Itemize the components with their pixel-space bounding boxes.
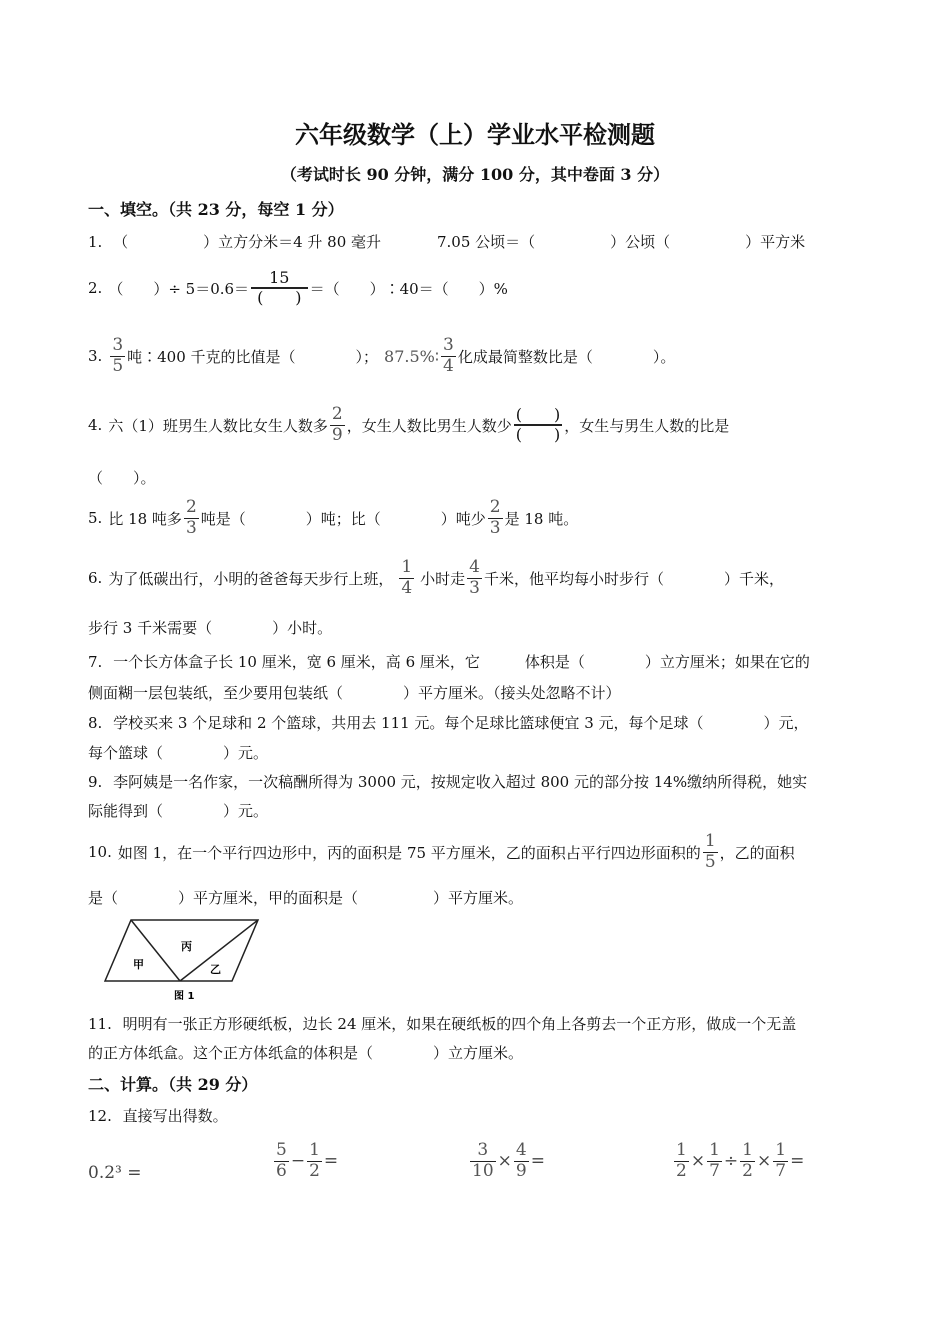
fraction	[330, 405, 345, 445]
fraction-denominator: 7	[709, 1160, 720, 1181]
operator: ×	[497, 1151, 512, 1171]
question-5	[88, 496, 578, 540]
fraction-numerator: 2	[185, 496, 197, 517]
percent-value: 87.5%∶	[384, 346, 440, 366]
fraction-numerator: 2	[489, 496, 501, 517]
question-number: 8.	[88, 714, 103, 732]
fraction	[399, 558, 414, 598]
fraction-numerator: 3	[477, 1139, 489, 1160]
question-10-text-2: ，乙的面积	[719, 843, 795, 862]
question-6	[88, 553, 784, 603]
calc-expression-1: 0.2³ =	[88, 1163, 142, 1183]
question-number: 11.	[88, 1015, 112, 1033]
fraction-numerator: 5	[276, 1139, 287, 1160]
question-1	[88, 231, 381, 252]
question-1-part-b: 7.05 公顷＝（ ）公顷（ ）平方米	[437, 233, 806, 251]
question-7-line-2: 侧面糊一层包装纸，至少要用包装纸（ ）平方厘米。（接头处忽略不计）	[88, 684, 621, 702]
fraction	[703, 832, 718, 872]
fraction-numerator: 1	[309, 1139, 320, 1160]
region-label-yi: 乙	[210, 963, 221, 976]
calc-expression-3	[468, 1136, 545, 1186]
question-2	[88, 262, 508, 314]
question-number: 2.	[88, 279, 103, 297]
fraction	[110, 336, 125, 376]
fraction-numerator: 1	[742, 1139, 753, 1160]
fraction	[488, 498, 503, 538]
question-8	[88, 712, 809, 733]
question-3	[88, 332, 675, 380]
fraction-denominator: 4	[443, 355, 454, 376]
question-8-line-2: 每个篮球（ ）元。	[88, 744, 269, 762]
operator: ×	[756, 1151, 772, 1171]
equals-sign: =	[323, 1151, 339, 1171]
question-number: 1.	[88, 233, 103, 251]
question-2-pre: （ ）÷ 5＝0.6＝	[108, 279, 250, 298]
question-10	[88, 828, 795, 876]
question-6-text-2: 小时走	[420, 569, 466, 588]
question-number: 6.	[88, 569, 103, 587]
question-2-post: ＝（ ）∶40＝（ ）%	[309, 279, 508, 298]
question-4-text-3: ，女生与男生人数的比是	[564, 416, 730, 435]
question-12-text: 直接写出得数。	[122, 1107, 228, 1125]
question-10-text-1: 如图 1，在一个平行四边形中，丙的面积是 75 平方厘米，乙的面积占平行四边形面积的	[117, 843, 701, 862]
question-number: 3.	[88, 347, 103, 365]
question-3-text-1: 吨∶400 千克的比值是（ ）；	[127, 347, 379, 366]
fraction	[274, 1141, 289, 1181]
question-1-part-a: （ ）立方分米＝4 升 80 毫升	[113, 233, 382, 251]
fraction	[441, 336, 456, 376]
figure-caption: 图 1	[174, 991, 195, 1002]
question-4-text-2: ，女生人数比男生人数少	[346, 416, 512, 435]
question-9	[88, 771, 807, 792]
fraction-numerator: 1	[676, 1139, 687, 1160]
operator: ×	[690, 1151, 706, 1171]
fraction	[773, 1141, 788, 1181]
page-title: 六年级数学（上）学业水平检测题	[295, 120, 655, 149]
divider-line-left	[131, 920, 180, 981]
question-4-text-1: 六（1）班男生人数比女生人数多	[108, 416, 328, 435]
fraction	[470, 1141, 496, 1181]
question-number: 10.	[88, 843, 112, 861]
fraction-denominator: ( )	[251, 287, 308, 307]
fraction-numerator: 1	[704, 830, 716, 851]
fraction-denominator: 3	[469, 577, 480, 598]
fraction-denominator: 2	[309, 1160, 320, 1181]
fraction	[707, 1141, 722, 1181]
fraction-numerator: 1	[775, 1139, 787, 1160]
fraction-blank	[251, 269, 308, 308]
question-5-text-2: 吨是（ ）吨；比（ ）吨少	[200, 509, 486, 528]
fraction-numerator: 2	[331, 403, 343, 424]
calc-expression-2	[272, 1136, 338, 1186]
fraction-denominator: ( )	[515, 425, 561, 444]
question-5-text-1: 比 18 吨多	[108, 509, 182, 528]
parallelogram-figure	[104, 917, 264, 1007]
question-12	[88, 1105, 228, 1126]
fraction	[674, 1141, 689, 1181]
question-6-line-2: 步行 3 千米需要（ ）小时。	[88, 619, 333, 637]
equals-sign: =	[790, 1151, 805, 1171]
question-5-text-3: 是 18 吨。	[504, 509, 579, 528]
calc-expression-4	[672, 1136, 804, 1186]
operator: ÷	[723, 1151, 739, 1171]
fraction	[184, 498, 199, 538]
question-7-line-1: 一个长方体盒子长 10 厘米，宽 6 厘米，高 6 厘米，它 体积是（ ）立方厘米；如果在它的	[113, 653, 810, 671]
fraction-numerator: 15	[269, 267, 290, 287]
fraction-denominator: 5	[112, 355, 124, 376]
question-9-line-2: 际能得到（ ）元。	[88, 802, 269, 820]
question-8-line-1: 学校买来 3 个足球和 2 个篮球，共用去 111 元。每个足球比篮球便宜 3 元，每个足球（ ）元，	[113, 714, 809, 732]
fraction-denominator: 4	[401, 577, 413, 598]
question-number: 12.	[88, 1107, 112, 1125]
fraction	[467, 558, 482, 598]
operator: −	[290, 1151, 306, 1171]
section-heading-2: 二、计算。（共 29 分）	[88, 1075, 258, 1094]
question-number: 4.	[88, 416, 103, 434]
question-10-line-2: 是（ ）平方厘米，甲的面积是（ ）平方厘米。	[88, 889, 524, 907]
fraction-numerator: 4	[515, 1139, 527, 1160]
fraction	[740, 1141, 755, 1181]
fraction-numerator: 3	[112, 334, 124, 355]
question-11	[88, 1013, 796, 1034]
question-6-text-3: 千米，他平均每小时步行（ ）千米，	[484, 569, 785, 588]
question-3-text-2: 化成最简整数比是（ ）。	[457, 347, 676, 366]
fraction-denominator: 6	[276, 1160, 287, 1181]
fraction-denominator: 2	[676, 1160, 687, 1181]
fraction-denominator: 3	[489, 517, 501, 538]
equals-sign: =	[530, 1151, 545, 1171]
question-4-line-2: （ ）。	[88, 469, 156, 487]
fraction-denominator: 9	[331, 424, 343, 445]
question-number: 5.	[88, 509, 103, 527]
fraction-denominator: 10	[472, 1160, 494, 1181]
region-label-jia: 甲	[133, 958, 144, 971]
question-11-line-1: 明明有一张正方形硬纸板，边长 24 厘米，如果在硬纸板的四个角上各剪去一个正方形，做成一个无盖	[122, 1015, 797, 1033]
question-4	[88, 398, 729, 452]
region-label-bing: 丙	[181, 940, 192, 953]
page-subtitle: （考试时长 90 分钟，满分 100 分，其中卷面 3 分）	[280, 165, 670, 184]
fraction-numerator: ( )	[515, 404, 561, 424]
fraction-numerator: 3	[443, 334, 454, 355]
fraction-denominator: 9	[515, 1160, 527, 1181]
fraction-denominator: 7	[775, 1160, 787, 1181]
fraction	[307, 1141, 322, 1181]
fraction-blank	[514, 406, 563, 445]
fraction-numerator: 1	[709, 1139, 720, 1160]
fraction-denominator: 5	[704, 851, 716, 872]
question-11-line-2: 的正方体纸盒。这个正方体纸盒的体积是（ ）立方厘米。	[88, 1044, 524, 1062]
question-number: 9.	[88, 773, 103, 791]
fraction	[514, 1141, 529, 1181]
question-number: 7.	[88, 653, 103, 671]
fraction-denominator: 3	[185, 517, 197, 538]
section-heading-1: 一、填空。（共 23 分，每空 1 分）	[88, 200, 344, 219]
question-7	[88, 651, 810, 672]
fraction-numerator: 1	[401, 556, 413, 577]
question-9-line-1: 李阿姨是一名作家，一次稿酬所得为 3000 元，按规定收入超过 800 元的部分按 14%缴纳所得税，她实	[113, 773, 808, 791]
fraction-numerator: 4	[469, 556, 480, 577]
question-6-text-1: 为了低碳出行，小明的爸爸每天步行上班，	[108, 569, 394, 588]
fraction-denominator: 2	[742, 1160, 753, 1181]
